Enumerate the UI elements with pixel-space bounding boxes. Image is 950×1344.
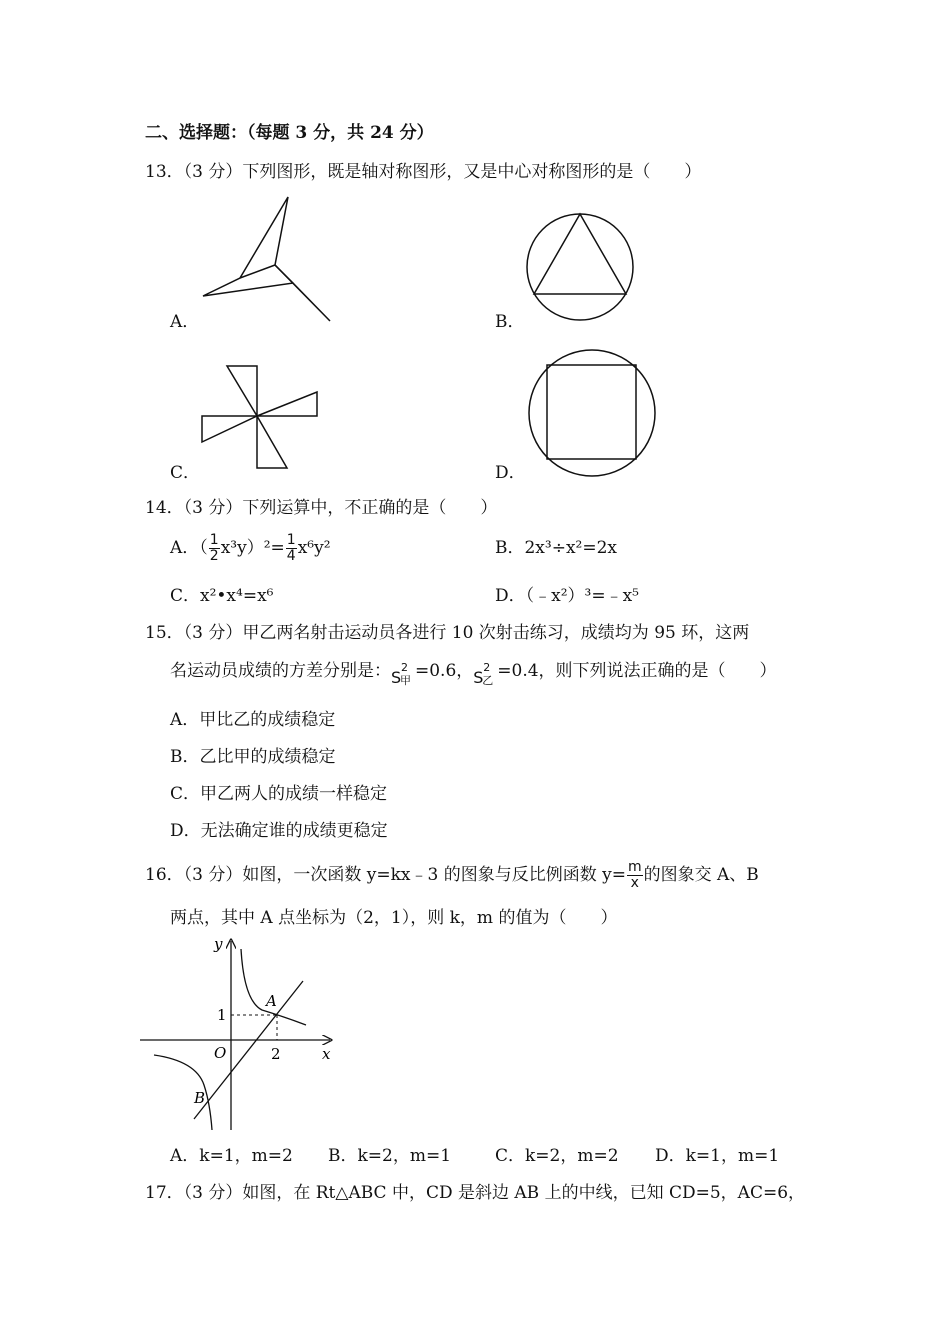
variance-letter: S (391, 667, 402, 687)
origin-label: O (214, 1044, 227, 1062)
figure-13c-windmill (195, 358, 325, 473)
linear-function-line (194, 981, 303, 1119)
option-14c[interactable]: C．x²•x⁴=x⁶ (170, 586, 274, 606)
variance-jia-value: =0.6， (415, 661, 474, 681)
fraction-denominator: 4 (286, 548, 296, 564)
figure-16-function-graph (140, 935, 340, 1135)
y-axis-label: y (214, 935, 223, 953)
fraction-numerator: 1 (286, 532, 296, 548)
option-14a[interactable] (170, 530, 331, 566)
figure-13d-circle-square (522, 343, 662, 483)
section-title: 二、选择题：（每题 3 分，共 24 分） (145, 123, 434, 143)
fraction-numerator: m (627, 859, 642, 875)
option-15b[interactable]: B．乙比甲的成绩稳定 (170, 747, 336, 767)
x-tick-label: 2 (271, 1045, 281, 1063)
variance-exponent: 2 (401, 660, 408, 674)
question-13-stem: 13．（3 分）下列图形，既是轴对称图形，又是中心对称图形的是（ ） (145, 162, 702, 182)
fraction-one-half (209, 533, 220, 564)
hyperbola-branch-quadrant-1 (241, 949, 306, 1025)
variance-yi (473, 660, 497, 687)
option-14a-end: x⁶y² (297, 538, 331, 558)
option-14d[interactable]: D．（﹣x²）³=﹣x⁵ (495, 586, 639, 606)
question-16-line1-end: 的图象交 A、B (643, 865, 759, 885)
question-15-line2 (170, 660, 777, 687)
fraction-denominator: x (630, 875, 639, 891)
option-13c-label[interactable]: C． (170, 463, 201, 483)
variance-subscript: 甲 (400, 673, 411, 687)
option-14a-middle: x³y）²= (220, 538, 285, 558)
variance-jia (391, 660, 415, 687)
variance-subscript: 乙 (482, 673, 494, 687)
option-14a-label: A．（ (170, 538, 208, 558)
question-15-line2-prefix: 名运动员成绩的方差分别是： (170, 661, 391, 681)
y-tick-label: 1 (217, 1006, 227, 1024)
option-16b[interactable]: B．k=2，m=1 (328, 1146, 452, 1166)
question-16-line1-prefix: 16．（3 分）如图，一次函数 y=kx﹣3 的图象与反比例函数 y= (145, 865, 626, 885)
option-13d-label[interactable]: D． (495, 463, 526, 483)
option-13b-label[interactable]: B． (495, 312, 525, 332)
option-16d[interactable]: D．k=1，m=1 (655, 1146, 780, 1166)
question-17-line1: 17．（3 分）如图，在 Rt△ABC 中，CD 是斜边 AB 上的中线，已知 CD=5，AC=6， (145, 1183, 806, 1203)
variance-exponent: 2 (483, 660, 491, 674)
option-15c[interactable]: C．甲乙两人的成绩一样稳定 (170, 784, 388, 804)
fraction-denominator: 2 (209, 548, 219, 564)
question-15-line2-end: =0.4，则下列说法正确的是（ ） (497, 661, 777, 681)
question-16-line2: 两点，其中 A 点坐标为（2，1），则 k，m 的值为（ ） (170, 908, 618, 928)
figure-13b-circle-triangle (522, 205, 638, 325)
question-16-line1 (145, 855, 759, 895)
option-15a[interactable]: A．甲比乙的成绩稳定 (170, 710, 336, 730)
option-14b[interactable]: B．2x³÷x²=2x (495, 538, 618, 558)
fraction-one-quarter (286, 533, 297, 564)
fraction-numerator: 1 (209, 532, 219, 548)
fraction-m-over-x (627, 860, 643, 891)
question-14-stem: 14．（3 分）下列运算中，不正确的是（ ） (145, 498, 498, 518)
option-16a[interactable]: A．k=1，m=2 (170, 1146, 293, 1166)
x-axis-label: x (322, 1045, 331, 1063)
variance-letter: S (473, 667, 484, 687)
option-15d[interactable]: D．无法确定谁的成绩更稳定 (170, 821, 388, 841)
point-a-label: A (266, 992, 277, 1010)
question-15-line1: 15．（3 分）甲乙两名射击运动员各进行 10 次射击练习，成绩均为 95 环，这两 (145, 623, 750, 643)
option-16c[interactable]: C．k=2，m=2 (495, 1146, 619, 1166)
option-13a-label[interactable]: A． (170, 312, 200, 332)
point-b-label: B (194, 1089, 206, 1107)
figure-13a-pinwheel-triangle (195, 193, 335, 328)
